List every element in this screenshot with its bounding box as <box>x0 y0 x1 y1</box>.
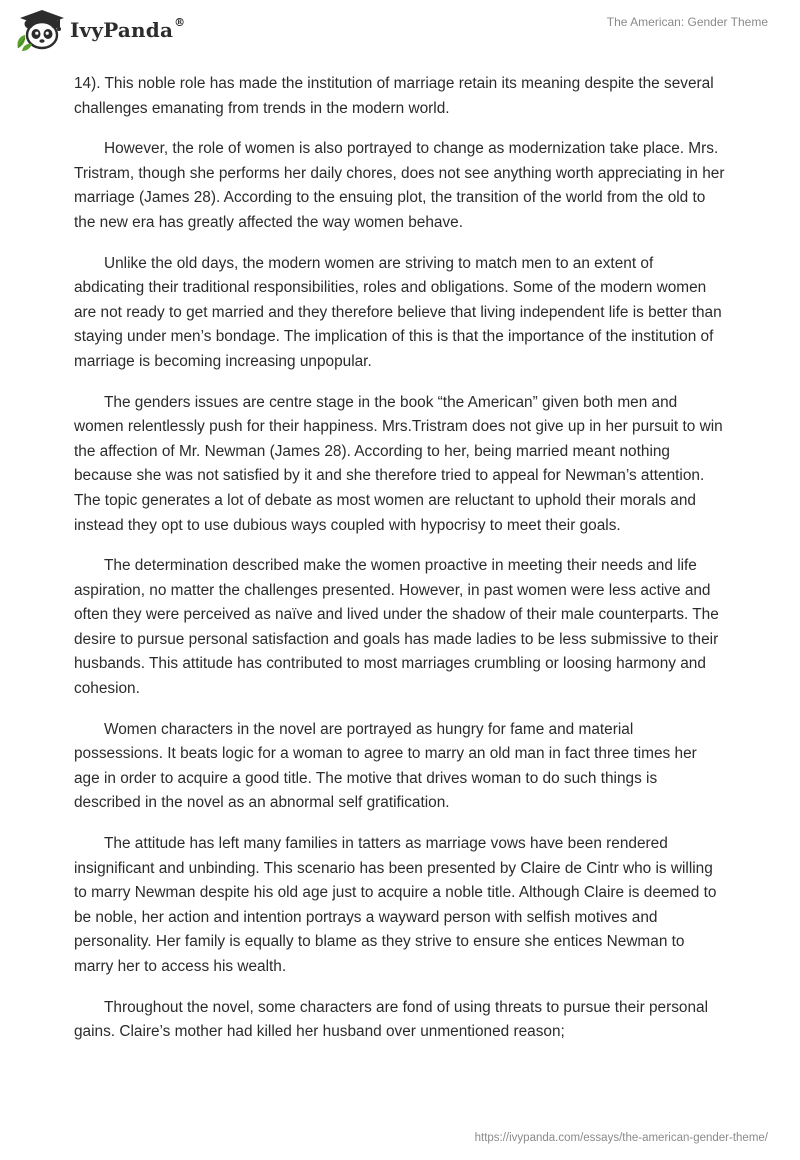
brand-name: IvyPanda® <box>70 16 186 42</box>
paragraph: Throughout the novel, some characters are fond of using threats to pursue their personal gains. Claire’s mother had killed her husband over unmentioned reason; <box>74 998 709 1041</box>
essay-body <box>74 72 726 1061</box>
source-url-link[interactable]: https://ivypanda.com/essays/the-american-gender-theme/ <box>474 1132 768 1144</box>
paragraph: Unlike the old days, the modern women are striving to match men to an extent of abdicating their traditional responsibilities, roles and obligations. Some of the modern women are not ready to get married and they therefore believe that living independent life is better than staying under men’s bondage. The implication of this is that the importance of the institution of marriage is becoming increasing unpopular. <box>74 254 722 370</box>
panda-graduation-cap-icon <box>14 8 66 52</box>
paragraph: The determination described make the women proactive in meeting their needs and life aspiration, no matter the challenges presented. However, in past women were less active and often they were perceived as naïve and lived under the shadow of their male counterparts. The desire to pursue personal satisfaction and goals has made ladies to be less submissive to their husbands. This attitude has contributed to most marriages crumbling or loosing harmony and cohesion. <box>74 557 719 698</box>
paragraph: However, the role of women is also portrayed to change as modernization take place. Mrs. Tristram, though she performs her daily chores, does not see anything worth appreciating in her marriage (James 28). According to the ensuing plot, the transition of the world from the old to the new era has greatly affected the way women behave. <box>74 140 725 231</box>
paragraph: Women characters in the novel are portrayed as hungry for fame and material possessions. It beats logic for a woman to agree to marry an old man in fact three times her age in order to acquire a good title. The motive that drives woman to do such things is described in the novel as an abnormal self gratification. <box>74 720 697 812</box>
ivypanda-logo-link[interactable] <box>14 8 185 52</box>
registered-mark: ® <box>174 16 186 29</box>
paragraph: 14). This noble role has made the institution of marriage retain its meaning despite the several challenges emanating from trends in the modern world. <box>74 75 714 117</box>
document-title: The American: Gender Theme <box>606 15 768 29</box>
paragraph: The attitude has left many families in tatters as marriage vows have been rendered insignificant and unbinding. This scenario has been presented by Claire de Cintr who is willing to marry Newman despite his old age just to acquire a noble title. Although Claire is deemed to be noble, her action and intention portrays a wayward person with selfish motives and personality. Her family is equally to blame as they strive to ensure she entices Newman to marry her to access his wealth. <box>74 835 717 975</box>
page-header <box>0 0 800 64</box>
paragraph: The genders issues are centre stage in the book “the American” given both men and women relentlessly push for their happiness. Mrs.Tristram does not give up in her pursuit to win the affection of Mr. Newman (James 28). According to her, being married meant nothing because she was not satisfied by it and she therefore tried to appeal for Newman’s attention. The topic generates a lot of debate as most women are reluctant to uphold their morals and instead they opt to use dubious ways coupled with hypocrisy to meet their goals. <box>74 393 723 534</box>
